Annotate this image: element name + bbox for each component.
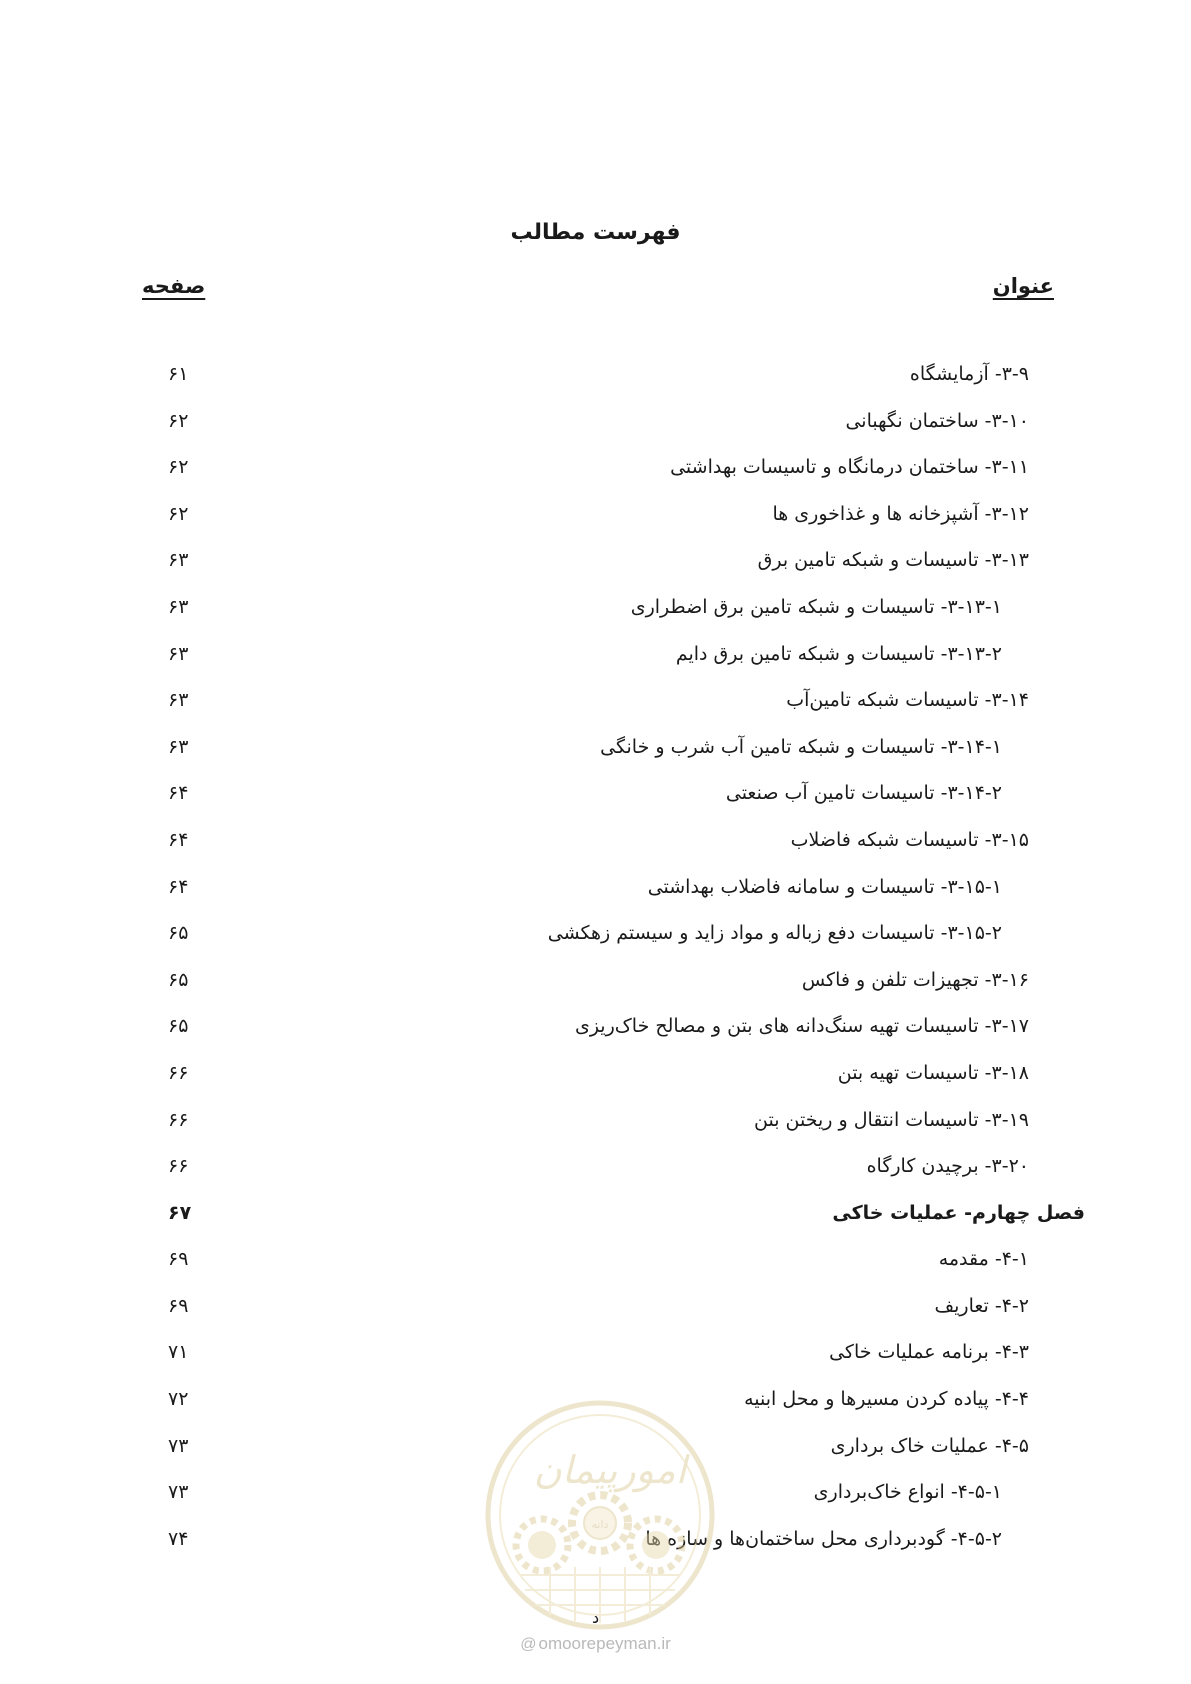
toc-entry-title: ۳-۱۴- تاسیسات شبکه تامین‌آب xyxy=(786,689,1029,712)
toc-entry-page: ۶۳ xyxy=(168,642,189,665)
toc-entry-page: ۷۳ xyxy=(168,1434,189,1457)
toc-entry-title: ۳-۱۵-۱- تاسیسات و سامانه فاضلاب بهداشتی xyxy=(647,875,1002,898)
toc-entry-title: ۳-۱۵-۲- تاسیسات دفع زباله و مواد زاید و سیستم زهکشی xyxy=(547,922,1002,945)
toc-entry-title: ۳-۱۰- ساختمان نگهبانی xyxy=(845,409,1029,432)
toc-row[interactable] xyxy=(0,456,1191,503)
toc-row[interactable] xyxy=(0,1341,1191,1388)
toc-entry-page: ۷۴ xyxy=(168,1527,189,1550)
toc-entry-page: ۶۲ xyxy=(168,502,189,525)
column-header-title: عنوان xyxy=(992,274,1054,298)
toc-entry-page: ۶۴ xyxy=(168,828,189,851)
toc-row[interactable] xyxy=(0,596,1191,643)
toc-entry-page: ۶۲ xyxy=(168,409,189,432)
toc-entry-title: ۴-۴- پیاده کردن مسیرها و محل ابنیه xyxy=(744,1388,1029,1411)
toc-row[interactable] xyxy=(0,829,1191,876)
toc-entry-page: ۶۶ xyxy=(168,1061,189,1084)
toc-entry-page: ۶۵ xyxy=(168,968,189,991)
toc-entry-page: ۷۲ xyxy=(168,1388,189,1411)
toc-row[interactable] xyxy=(0,782,1191,829)
toc-entry-title: ۴-۱- مقدمه xyxy=(938,1248,1029,1271)
toc-entry-page: ۶۵ xyxy=(168,1015,189,1038)
toc-entry-page: ۶۲ xyxy=(168,456,189,479)
toc-entry-page: ۶۶ xyxy=(168,1108,189,1131)
toc-row[interactable] xyxy=(0,410,1191,457)
watermark-logo-icon xyxy=(480,1395,720,1635)
toc-row[interactable] xyxy=(0,1062,1191,1109)
toc-chapter-page: ۶۷ xyxy=(168,1201,192,1224)
toc-row[interactable] xyxy=(0,922,1191,969)
toc-entry-title: ۳-۱۷- تاسیسات تهیه سنگ‌دانه های بتن و مصالح خاک‌ریزی xyxy=(574,1015,1029,1038)
watermark-logo-text: امورپیمان xyxy=(533,1448,687,1492)
toc-row[interactable] xyxy=(0,503,1191,550)
toc-row[interactable] xyxy=(0,1248,1191,1295)
toc-row[interactable] xyxy=(0,1155,1191,1202)
toc-entry-title: ۳-۱۹- تاسیسات انتقال و ریختن بتن xyxy=(754,1108,1029,1131)
toc-entry-page: ۶۴ xyxy=(168,782,189,805)
toc-entry-title: ۴-۲- تعاریف xyxy=(934,1294,1029,1317)
toc-entry-page: ۶۳ xyxy=(168,549,189,572)
toc-entry-title: ۳-۱۳- تاسیسات و شبکه تامین برق xyxy=(757,549,1029,572)
toc-entry-title: ۴-۵- عملیات خاک برداری xyxy=(830,1434,1029,1457)
toc-chapter-row[interactable] xyxy=(0,1202,1191,1249)
toc-entry-title: ۳-۱۴-۱- تاسیسات و شبکه تامین آب شرب و خانگی xyxy=(600,735,1002,758)
column-header-page: صفحه xyxy=(142,274,206,298)
watermark-url xyxy=(0,1634,1191,1654)
toc-entry-title: ۳-۲۰- برچیدن کارگاه xyxy=(866,1155,1029,1178)
toc-entry-page: ۶۶ xyxy=(168,1155,189,1178)
toc-row[interactable] xyxy=(0,363,1191,410)
toc-entry-page: ۶۳ xyxy=(168,595,189,618)
toc-entry-title: ۳-۱۶- تجهیزات تلفن و فاکس xyxy=(801,968,1029,991)
toc-entry-page: ۶۳ xyxy=(168,735,189,758)
toc-row[interactable] xyxy=(0,969,1191,1016)
toc-entry-title: ۳-۹- آزمایشگاه xyxy=(909,363,1029,385)
toc-row[interactable] xyxy=(0,1109,1191,1156)
toc-row[interactable] xyxy=(0,1295,1191,1342)
toc-entry-title: ۳-۱۱- ساختمان درمانگاه و تاسیسات بهداشتی xyxy=(670,456,1029,479)
toc-entry-page: ۶۹ xyxy=(168,1248,189,1271)
toc-entry-title: ۳-۱۳-۲- تاسیسات و شبکه تامین برق دایم xyxy=(675,642,1002,665)
table-of-contents xyxy=(0,363,1191,1574)
watermark-url-text: omoorepeyman.ir xyxy=(538,1634,671,1653)
toc-entry-page: ۶۳ xyxy=(168,689,189,712)
toc-row[interactable] xyxy=(0,643,1191,690)
toc-entry-title: ۳-۱۳-۱- تاسیسات و شبکه تامین برق اضطراری xyxy=(630,595,1002,618)
toc-row[interactable] xyxy=(0,549,1191,596)
toc-row[interactable] xyxy=(0,689,1191,736)
toc-entry-title: ۴-۳- برنامه عملیات خاکی xyxy=(829,1341,1029,1364)
toc-row[interactable] xyxy=(0,876,1191,923)
toc-entry-title: ۴-۵-۲- گودبرداری محل ساختمان‌ها و سازه ها xyxy=(645,1527,1002,1550)
toc-entry-page: ۷۳ xyxy=(168,1481,189,1504)
toc-entry-title: ۴-۵-۱- انواع خاک‌برداری xyxy=(813,1481,1002,1504)
toc-entry-page: ۶۴ xyxy=(168,875,189,898)
toc-entry-title: ۳-۱۵- تاسیسات شبکه فاضلاب xyxy=(790,828,1029,851)
toc-row[interactable] xyxy=(0,736,1191,783)
toc-entry-page: ۶۵ xyxy=(168,922,189,945)
page-number: د xyxy=(591,1608,600,1627)
toc-entry-title: ۳-۱۸- تاسیسات تهیه بتن xyxy=(837,1061,1029,1084)
toc-row[interactable] xyxy=(0,1015,1191,1062)
toc-entry-page: ۶۱ xyxy=(168,363,189,385)
toc-entry-page: ۷۱ xyxy=(168,1341,189,1364)
toc-chapter-title: فصل چهارم- عملیات خاکی xyxy=(832,1201,1085,1224)
page-title: فهرست مطالب xyxy=(510,220,681,245)
toc-entry-title: ۳-۱۲- آشپزخانه ها و غذاخوری ها xyxy=(772,502,1029,525)
at-icon: @ xyxy=(520,1636,537,1653)
toc-entry-page: ۶۹ xyxy=(168,1294,189,1317)
watermark-center-text: دانه xyxy=(591,1518,609,1531)
toc-entry-title: ۳-۱۴-۲- تاسیسات تامین آب صنعتی xyxy=(725,782,1002,805)
